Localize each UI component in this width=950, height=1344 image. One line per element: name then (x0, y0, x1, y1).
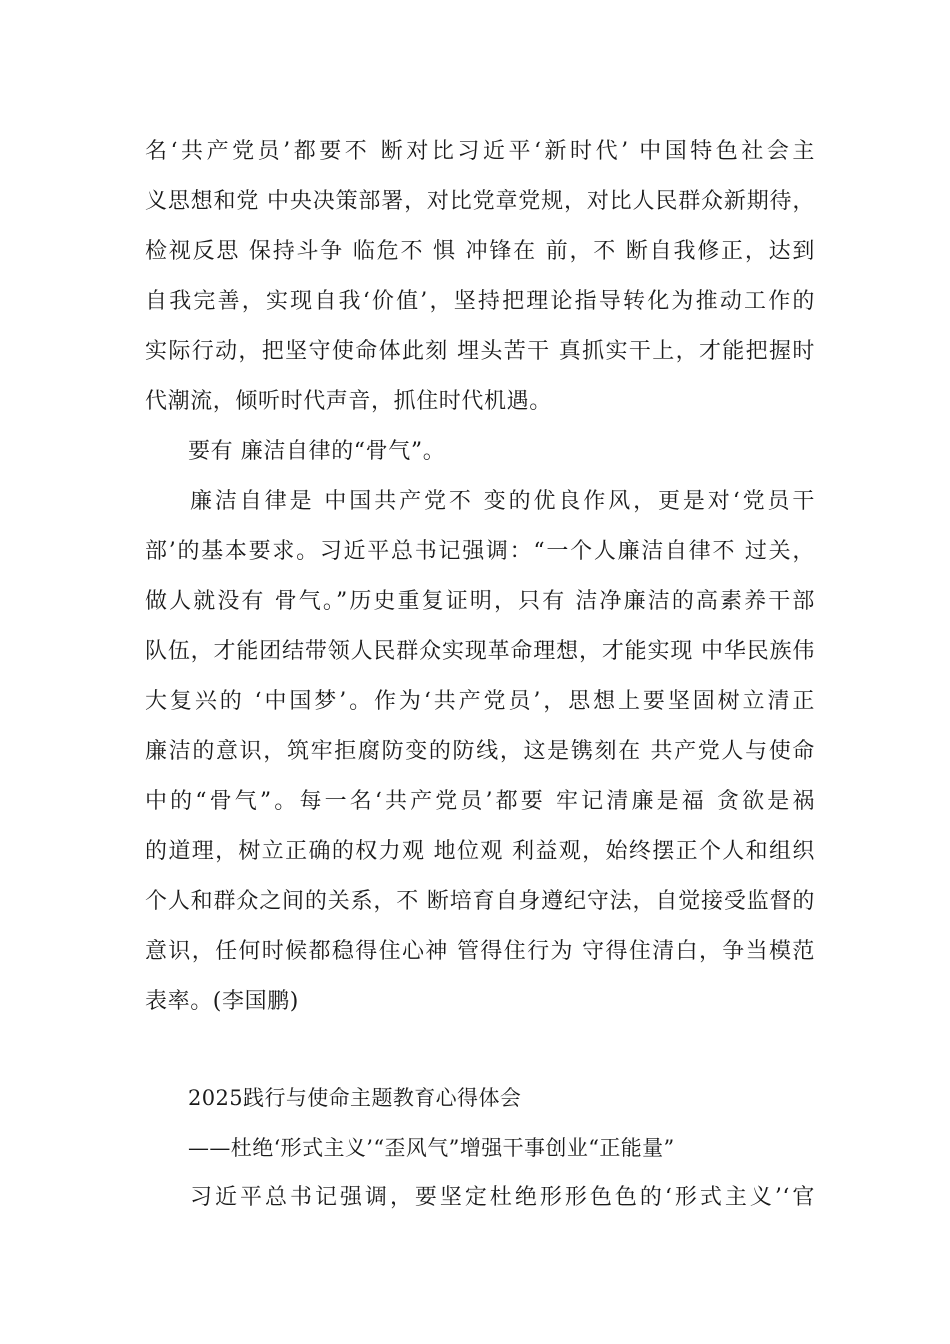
article-subtitle: ——杜绝‘形式主义’“歪风气”增强干事创业“正能量” (188, 1136, 675, 1160)
paragraph2-line-7: 中的“骨气”。每一名‘共产党员’都要 牢记清廉是福 贪欲是祸 (145, 789, 815, 814)
paragraph2-line-6: 廉洁的意识，筑牢拒腐防变的防线，这是镌刻在 共产党人与使命 (145, 739, 815, 764)
paragraph1-line-3: 检视反思 保持斗争 临危不 惧 冲锋在 前，不 断自我修正，达到 (145, 239, 815, 264)
paragraph1-line-2: 义思想和党 中央决策部署，对比党章党规，对比人民群众新期待， (145, 189, 815, 214)
paragraph2-line-2: 部’的基本要求。习近平总书记强调：“一个人廉洁自律不 过关， (145, 539, 815, 564)
paragraph2-line-9: 个人和群众之间的关系，不 断培育自身遵纪守法，自觉接受监督的 (145, 889, 815, 914)
paragraph1-line-6: 代潮流，倾听时代声音，抓住时代机遇。 (145, 389, 552, 414)
article-first-line: 习近平总书记强调，要坚定杜绝形形色色的‘形式主义’‘官 (190, 1185, 815, 1210)
paragraph1-line-5: 实际行动，把坚守使命体此刻 埋头苦干 真抓实干上，才能把握时 (145, 339, 815, 364)
paragraph2-line-3: 做人就没有 骨气。”历史重复证明，只有 洁净廉洁的高素养干部 (145, 589, 815, 614)
paragraph2-line-5: 大复兴的 ‘中国梦’。作为‘共产党员’，思想上要坚固树立清正 (145, 689, 815, 714)
paragraph2-line-10: 意识，任何时候都稳得住心神 管得住行为 守得住清白，争当模范 (145, 939, 815, 964)
paragraph1-line-4: 自我完善，实现自我‘价值’，坚持把理论指导转化为推动工作的 (145, 289, 815, 314)
paragraph2-line-1: 廉洁自律是 中国共产党不 变的优良作风，更是对‘党员干 (190, 489, 815, 514)
paragraph2-line-11: 表率。(李国鹏) (145, 989, 299, 1014)
paragraph2-line-8: 的道理，树立正确的权力观 地位观 利益观，始终摆正个人和组织 (145, 839, 815, 864)
paragraph1-line-1: 名‘共产党员’都要不 断对比习近平‘新时代’ 中国特色社会主 (145, 139, 815, 164)
section-heading: 要有 廉洁自律的“骨气”。 (188, 439, 446, 464)
article-title: 2025践行与使命主题教育心得体会 (188, 1086, 522, 1110)
paragraph2-line-4: 队伍，才能团结带领人民群众实现革命理想，才能实现 中华民族伟 (145, 639, 815, 664)
